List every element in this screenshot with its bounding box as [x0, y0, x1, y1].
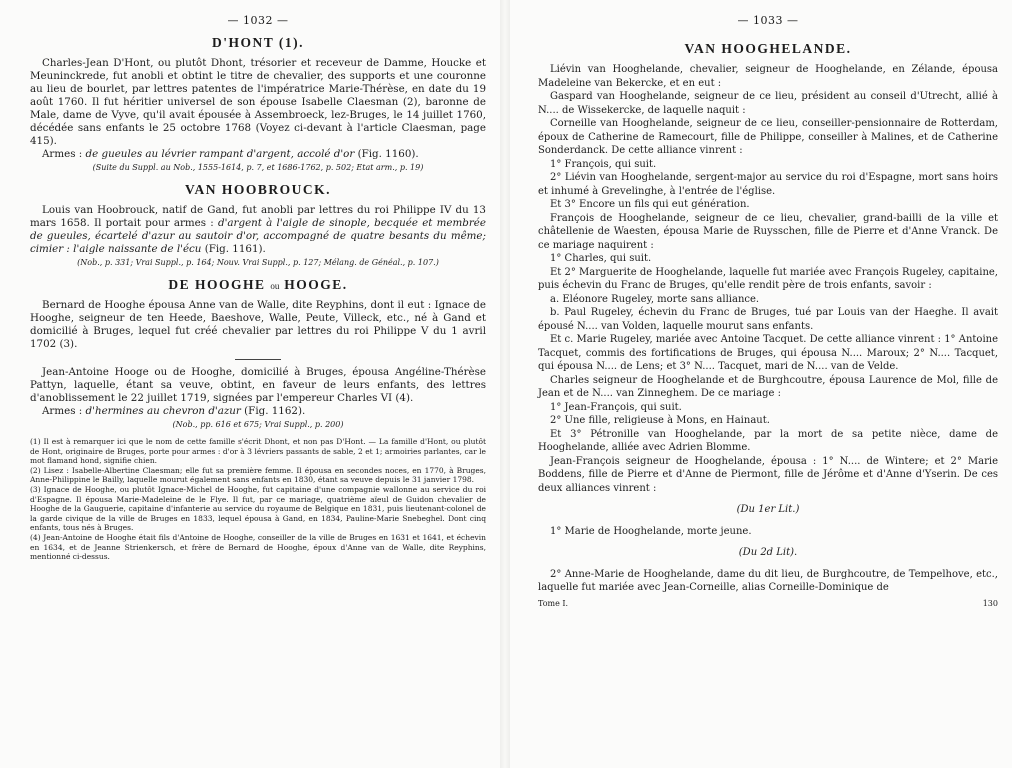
paragraph: Et c. Marie Rugeley, mariée avec Antoine Tacquet. De cette alliance vinrent : 1° Antoine Tacquet, commis des fortifications de Bruges, qui épousa N.... Maroux; 2° N.... Tacquet, qui épousa N.... de Lens; et 3° N.... Tacquet, mari de N.... van de Velde. — [538, 334, 998, 372]
lit-heading: (Du 1er Lit.) — [736, 504, 800, 515]
title-part: DE HOOGHE — [168, 277, 266, 292]
footer-signature: 130 — [982, 598, 998, 608]
paragraph: Gaspard van Hooghelande, seigneur de ce lieu, président au conseil d'Utrecht, allié à N.... de Wissekercke, de laquelle naquit : — [538, 91, 998, 116]
arms-label: Armes : — [42, 148, 83, 160]
fig-ref: (Fig. 1161). — [204, 243, 266, 255]
page-number: — 1033 — — [737, 14, 799, 27]
text-run: Louis van Hoobrouck, natif de Gand, fut anobli par lettres du roi Philippe IV du 13 mars 1658. Il portait pour armes : — [30, 204, 486, 229]
paragraph: 2° Liévin van Hooghelande, sergent-major au service du roi d'Espagne, mort sans hoirs et inhumé à Grevelinghe, à l'entrée de l'église. — [538, 172, 998, 197]
page-number: — 1032 — — [227, 14, 289, 27]
paragraph: Jean-Antoine Hooge ou de Hooghe, domicilié à Bruges, épousa Angéline-Thérèse Pattyn, laquelle, étant sa veuve, obtint, en faveur de leurs enfants, des lettres d'anoblissement le 22 juillet 1719, signées par l'empereur Charles VI (4). — [30, 366, 486, 404]
paragraph: Corneille van Hooghelande, seigneur de ce lieu, conseiller-pensionnaire de Rotterdam, époux de Catherine de Ramecourt, fille de Philippe, conseiller à Malines, et de Catherine Sonderdanck. De cette alliance vinrent : — [538, 118, 998, 156]
paragraph: Et 3° Pétronille van Hooghelande, par la mort de sa petite nièce, dame de Hooghelande, alliée avec Adrien Blomme. — [538, 428, 998, 453]
footnotes — [30, 437, 486, 562]
paragraph-list — [538, 63, 998, 495]
left-page — [0, 0, 500, 768]
reference: (Nob., p. 331; Vrai Suppl., p. 164; Nouv. Vrai Suppl., p. 127; Mélang. de Généal., p. 107.) — [77, 258, 439, 267]
title-part: HOOGE. — [284, 277, 348, 292]
paragraph: 1° Charles, qui suit. — [550, 253, 652, 264]
paragraph: 1° Marie de Hooghelande, morte jeune. — [550, 525, 752, 537]
paragraph — [30, 204, 486, 256]
arms-line — [30, 148, 486, 161]
footnote: (4) Jean-Antoine de Hooghe était fils d'Antoine de Hooghe, conseiller de la ville de Bruges en 1631 et 1641, et échevin en 1634, et de Jeanne Strienkersch, et frère de Bernard de Hooghe, époux d'Anne van de Walle, dite Reyphins, mentionné ci-dessus. — [30, 532, 486, 562]
arms-fig: (Fig. 1160). — [357, 148, 419, 160]
paragraph: 1° Jean-François, qui suit. — [550, 401, 682, 413]
book-gutter — [500, 0, 510, 768]
footnote: (3) Ignace de Hooghe, ou plutôt Ignace-Michel de Hooghe, fut capitaine d'une compagnie wallonne au service du roi d'Espagne. Il épousa Marie-Madeleine de le Flye. Il fut, par ce mariage, quatrième aïeul de Guidon chevalier de Hooghe de la Gauguerie, capitaine d'infanterie au service du royaume de Belgique en 1831, puis lieutenant-colonel de la garde civique de la ville de Bruges en 1833, lequel épousa à Gand, en 1834, Pauline-Marie Snebeghel. Dont cinq enfants, tous nés à Bruges. — [30, 484, 486, 533]
reference: (Nob., pp. 616 et 675; Vrai Suppl., p. 200) — [172, 420, 344, 429]
paragraph: 2° Anne-Marie de Hooghelande, dame du dit lieu, de Burghcoutre, de Tempelhove, etc., laquelle fut mariée avec Jean-Corneille, alias Corneille-Dominique de — [538, 568, 998, 593]
footer-volume: Tome I. — [538, 598, 569, 608]
paragraph: Charles-Jean D'Hont, ou plutôt Dhont, trésorier et receveur de Damme, Houcke et Meuninckrede, fut anobli et obtint le titre de chevalier, des supports et une couronne au lieu de bourlet, par lettres patentes de l'impératrice Marie-Thérèse, en date du 19 août 1760. Il fut héritier universel de son épouse Isabelle Claesman (2), baronne de Male, dame de Vyve, qu'il avait épousée à Assembroeck, lez-Bruges, le 14 juillet 1760, décédée sans enfants le 25 octobre 1768 (Voyez ci-devant à l'article Claesman, page 415). — [30, 57, 486, 147]
paragraph: Liévin van Hooghelande, chevalier, seigneur de Hooghelande, en Zélande, épousa Madeleine van Bekercke, et en eut : — [538, 64, 998, 89]
section-title-hoobrouck: VAN HOOBROUCK. — [184, 182, 331, 197]
arms-label: Armes : — [42, 405, 83, 417]
paragraph: Bernard de Hooghe épousa Anne van de Walle, dite Reyphins, dont il eut : Ignace de Hooghe, seigneur de ten Heede, Baeshove, Walle, Peute, Villeck, etc., né à Gand et domicilié à Bruges, lequel fut créé chevalier par lettres du roi Philippe V du 1 avril 1702 (3). — [30, 299, 486, 350]
arms-fig: (Fig. 1162). — [244, 405, 306, 417]
paragraph: 2° Une fille, religieuse à Mons, en Hainaut. — [550, 415, 770, 426]
page-footer — [538, 599, 998, 608]
arms-line — [30, 405, 486, 418]
arms-text: de gueules au lévrier rampant d'argent, accolé d'or — [85, 148, 355, 160]
paragraph: 1° François, qui suit. — [550, 158, 657, 170]
right-page — [510, 0, 1012, 768]
section-title-hooghelande: VAN HOOGHELANDE. — [684, 41, 852, 56]
title-ou: ou — [270, 281, 280, 291]
section-title-hooghe — [30, 277, 486, 293]
lit-heading: (Du 2d Lit). — [738, 547, 798, 558]
reference: (Suite du Suppl. au Nob., 1555-1614, p. 7, et 1686-1762, p. 502; Etat arm., p. 19) — [92, 163, 424, 172]
section-title-dhont: D'HONT (1). — [211, 35, 304, 50]
paragraph: Et 2° Marguerite de Hooghelande, laquelle fut mariée avec François Rugeley, capitaine, puis échevin du Franc de Bruges, qu'elle rendit père de trois enfants, savoir : — [538, 266, 998, 291]
blazon-text: d'argent à l'aigle de sinople, becquée et membrée de gueules, écartelé d'azur au sautoir d'or, accompagné de quatre besants du même; cimier : l'aigle naissante de l'écu — [30, 217, 486, 255]
paragraph: Charles seigneur de Hooghelande et de Burghcoutre, épousa Laurence de Mol, fille de Jean et de N.... van Zinneghem. De ce mariage : — [538, 374, 998, 399]
paragraph: François de Hooghelande, seigneur de ce lieu, chevalier, grand-bailli de la ville et châtellenie de Waesten, épousa Marie de Ruysschen, fille de Pierre et d'Anne Vranck. De ce mariage naquirent : — [538, 212, 998, 251]
arms-text: d'hermines au chevron d'azur — [85, 405, 241, 417]
paragraph: a. Eléonore Rugeley, morte sans alliance. — [550, 293, 760, 305]
footnote: (2) Lisez : Isabelle-Albertine Claesman; elle fut sa première femme. Il épousa en secondes noces, en 1770, à Bruges, Anne-Philippine le Bailly, laquelle mourut également sans enfants en 1830, étant sa veuve depuis le 31 janvier 1798. — [30, 465, 486, 485]
divider — [235, 359, 281, 360]
paragraph: b. Paul Rugeley, échevin du Franc de Bruges, tué par Louis van der Haeghe. Il avait épousé N.... van Volden, laquelle mourut sans enfants. — [538, 307, 998, 332]
footnote: (1) Il est à remarquer ici que le nom de cette famille s'écrit Dhont, et non pas D'Hont. — La famille d'Hont, ou plutôt de Hont, originaire de Bruges, porte pour armes : d'or à 3 lévriers passants de sable, 2 et 1; armoiries parlantes, car le mot flamand hond, signifie chien. — [30, 437, 486, 466]
paragraph: Et 3° Encore un fils qui eut génération. — [550, 199, 750, 210]
paragraph: Jean-François seigneur de Hooghelande, épousa : 1° N.... de Wintere; et 2° Marie Boddens, fille de Pierre et d'Anne de Piermont, fille de Jérôme et d'Anne d'Yserin. De ces deux alliances vinrent : — [538, 455, 998, 494]
